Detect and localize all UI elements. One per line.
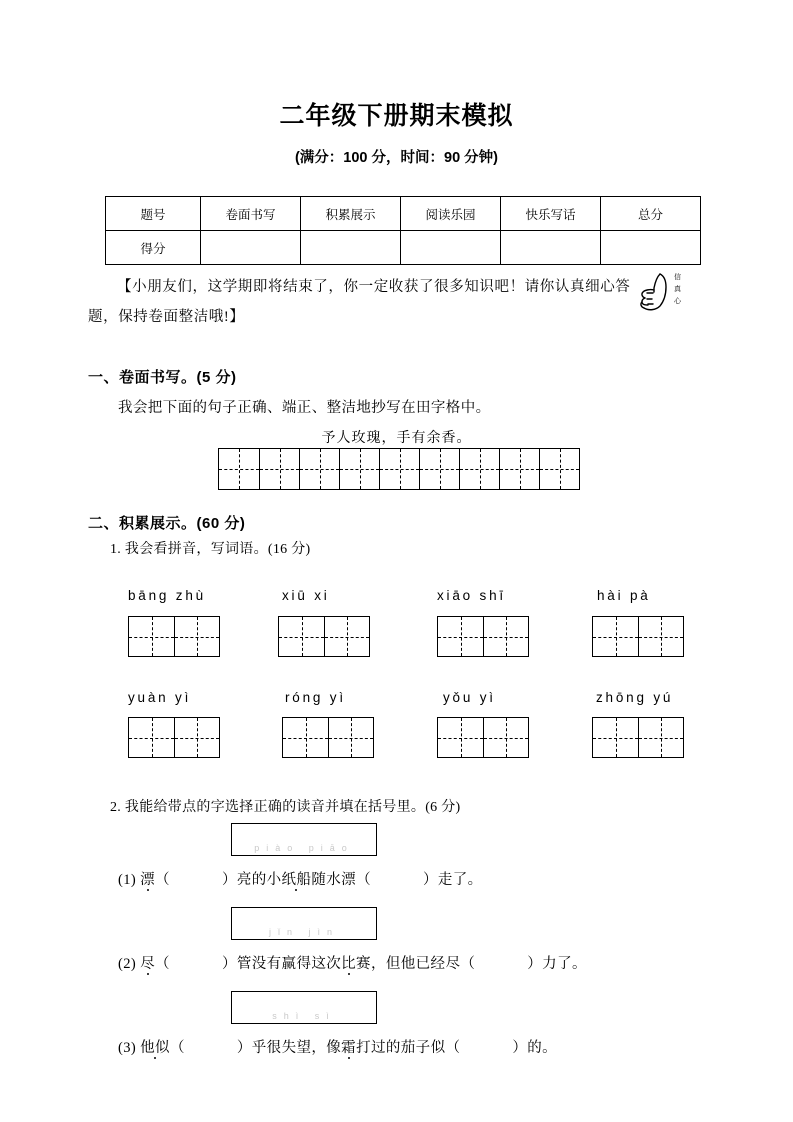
option-box-3-text: shì sì [272, 1011, 336, 1021]
score-cell-2[interactable] [401, 231, 501, 265]
grid-cell[interactable] [483, 617, 528, 656]
grid-cell[interactable] [259, 449, 299, 489]
word-grid-haipa[interactable] [592, 616, 684, 657]
table-row-headers [106, 197, 701, 231]
pinyin-label-haipa: hài pà [597, 588, 651, 603]
word-grid-xiuxi[interactable] [278, 616, 370, 657]
grid-cell[interactable] [299, 449, 339, 489]
dotted-char: 他似 [140, 1040, 170, 1056]
score-cell-4[interactable] [601, 231, 701, 265]
grid-cell[interactable] [174, 617, 219, 656]
section1-sentence: 予人玫瑰，手有余香。 [321, 431, 472, 446]
option-box-3[interactable] [231, 991, 377, 1024]
pinyin-label-xiaoshi: xiāo shī [437, 588, 506, 603]
grid-cell[interactable] [438, 718, 483, 757]
pinyin-label-xiuxi: xiū xi [282, 588, 330, 603]
page-title: 二年级下册期末模拟 [279, 102, 514, 130]
table-row-scores [106, 231, 701, 265]
grid-cell[interactable] [328, 718, 373, 757]
word-grid-zhongyu[interactable] [592, 717, 684, 758]
question2-item-3: (3) 他似（ ）乎很失望，像霜打过的茄子似（ ）的。 [118, 1040, 558, 1056]
grid-cell[interactable] [499, 449, 539, 489]
score-table-header-5: 总分 [601, 197, 701, 231]
word-grid-rongyi[interactable] [282, 717, 374, 758]
item-number: (2) [118, 956, 137, 972]
word-grid-bangzhu[interactable] [128, 616, 220, 657]
grid-cell[interactable] [279, 617, 324, 656]
score-cell-1[interactable] [301, 231, 401, 265]
grid-cell[interactable] [638, 617, 683, 656]
item-after: 力了。 [542, 956, 587, 972]
question2-item-1: (1) 漂（ ）亮的小纸船随水漂（ ）走了。 [118, 872, 483, 888]
dotted-char: 尽 [140, 956, 156, 972]
pinyin-label-rongyi: róng yì [285, 690, 346, 705]
grid-cell[interactable] [339, 449, 379, 489]
copy-writing-grid[interactable] [218, 448, 580, 490]
grid-cell[interactable] [593, 718, 638, 757]
grid-cell[interactable] [539, 449, 579, 489]
score-table-header-3: 阅读乐园 [401, 197, 501, 231]
pinyin-label-zhongyu: zhōng yú [596, 690, 674, 705]
item-after: 走了。 [437, 872, 483, 888]
thumbs-up-icon [633, 268, 693, 316]
section1-instruction: 我会把下面的句子正确、端正、整洁地抄写在田字格中。 [118, 400, 491, 416]
grid-cell[interactable] [483, 718, 528, 757]
grid-cell[interactable] [459, 449, 499, 489]
grid-cell[interactable] [379, 449, 419, 489]
option-box-2[interactable] [231, 907, 377, 940]
score-table-header-1: 卷面书写 [201, 197, 301, 231]
option-box-1-text: piào piāo [254, 843, 354, 853]
score-table-row-label: 得分 [106, 231, 201, 265]
option-box-2-text: jǐn jìn [268, 927, 339, 937]
section1-heading: 一、卷面书写。(5 分) [88, 369, 237, 386]
score-table-header-0: 题号 [106, 197, 201, 231]
word-grid-yuanyi[interactable] [128, 717, 220, 758]
item-middle: 管没有赢得这次比赛，但他已经尽 [236, 956, 461, 972]
section2-heading: 二、积累展示。(60 分) [88, 515, 246, 532]
grid-cell[interactable] [638, 718, 683, 757]
dotted-char: 漂 [140, 872, 156, 888]
pinyin-label-youyi: yǒu yì [443, 690, 496, 705]
word-grid-youyi[interactable] [437, 717, 529, 758]
grid-cell[interactable] [324, 617, 369, 656]
grid-cell[interactable] [129, 718, 174, 757]
svg-text:真: 真 [674, 286, 681, 293]
item-number: (1) [118, 872, 137, 888]
question2-label: 2. 我能给带点的字选择正确的读音并填在括号里。(6 分) [110, 800, 461, 815]
score-table-header-4: 快乐写话 [501, 197, 601, 231]
grid-cell[interactable] [174, 718, 219, 757]
item-after: 的。 [527, 1040, 558, 1056]
grid-cell[interactable] [283, 718, 328, 757]
grid-cell[interactable] [129, 617, 174, 656]
grid-cell[interactable] [219, 449, 259, 489]
grid-cell[interactable] [593, 617, 638, 656]
score-cell-3[interactable] [501, 231, 601, 265]
intro-note: 【小朋友们，这学期即将结束了，你一定收获了很多知识吧！请你认真细心答题，保持卷面整洁哦!】 [88, 279, 631, 325]
word-grid-xiaoshi[interactable] [437, 616, 529, 657]
pinyin-label-yuanyi: yuàn yì [128, 690, 192, 705]
svg-text:心: 心 [674, 298, 681, 305]
item-number: (3) [118, 1040, 137, 1056]
grid-cell[interactable] [419, 449, 459, 489]
question2-item-2: (2) 尽（ ）管没有赢得这次比赛，但他已经尽（ ）力了。 [118, 956, 587, 972]
option-box-1[interactable] [231, 823, 377, 856]
score-table [105, 196, 701, 265]
pinyin-label-bangzhu: bāng zhù [128, 588, 206, 603]
svg-text:信: 信 [674, 274, 681, 281]
score-table-header-2: 积累展示 [301, 197, 401, 231]
item-middle: 亮的小纸船随水漂 [236, 872, 357, 888]
grid-cell[interactable] [438, 617, 483, 656]
score-cell-0[interactable] [201, 231, 301, 265]
item-middle: 乎很失望，像霜打过的茄子似 [251, 1040, 446, 1056]
page-subtitle: (满分：100 分，时间：90 分钟) [294, 150, 499, 166]
question1-label: 1. 我会看拼音，写词语。(16 分) [110, 542, 311, 557]
